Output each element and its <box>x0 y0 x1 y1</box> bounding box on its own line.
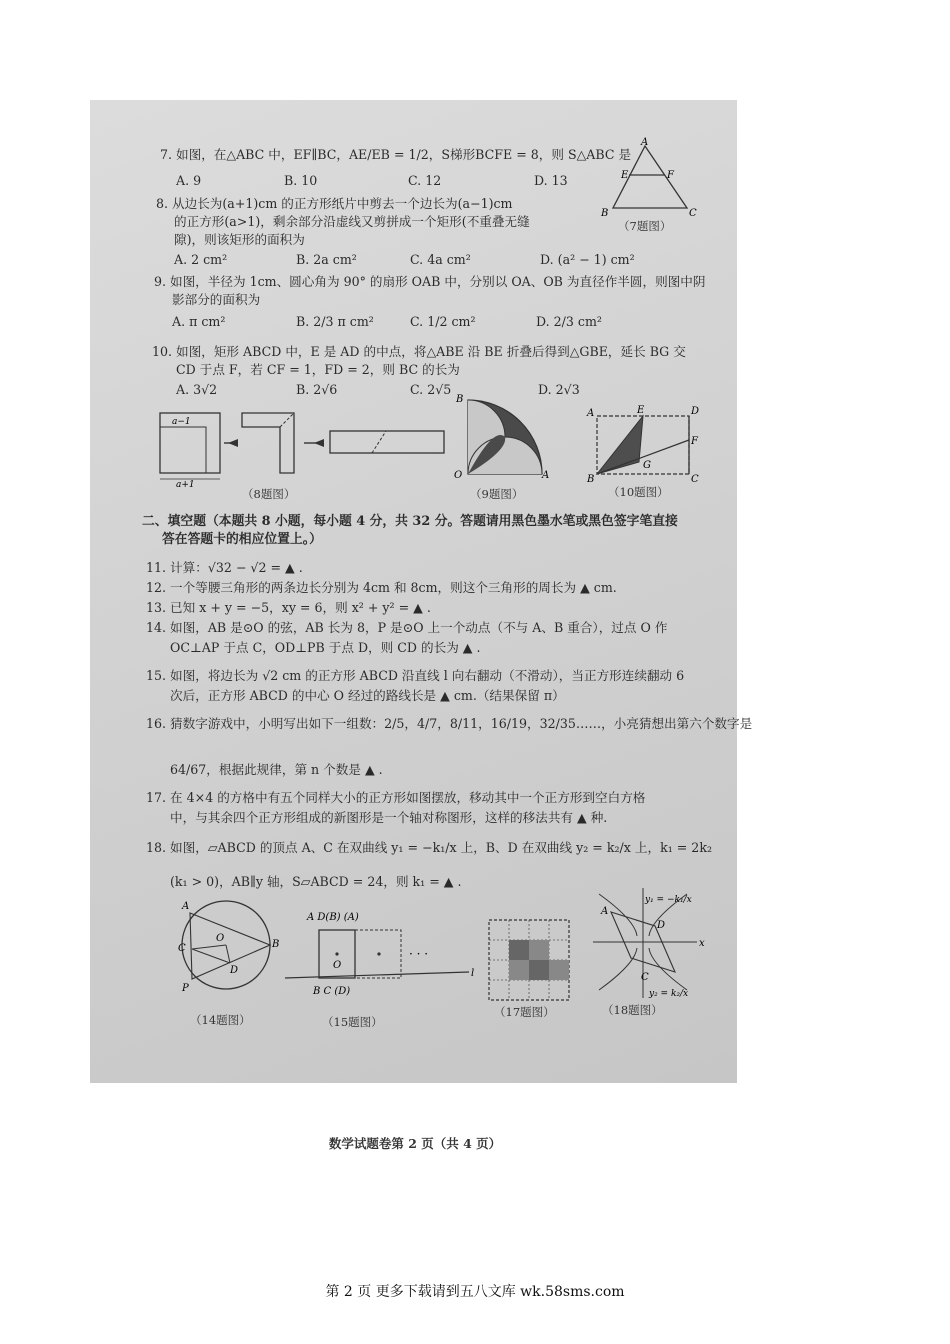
figure-17-grid <box>485 916 575 1006</box>
option-d: D. 2√3 <box>538 382 580 397</box>
svg-text:B: B <box>601 208 609 219</box>
question-15-line-2: 次后，正方形 ABCD 的中心 O 经过的路线长是 ▲ cm.（结果保留 π） <box>170 688 565 703</box>
svg-text:C: C <box>641 972 649 983</box>
svg-text:G: G <box>643 460 651 471</box>
question-17-line-1: 17. 在 4×4 的方格中有五个同样大小的正方形如图摆放，移动其中一个正方形到空白方格 <box>146 790 646 805</box>
svg-text:O: O <box>216 933 225 944</box>
section-2-heading-line-2: 答在答题卡的相应位置上。） <box>162 532 322 547</box>
figure-14-circle <box>172 895 290 1005</box>
page-caption: 第 2 页 更多下载请到五八文库 wk.58sms.com <box>325 1284 625 1300</box>
question-9-line-2: 影部分的面积为 <box>172 292 261 307</box>
svg-text:A: A <box>587 408 595 419</box>
scanned-exam-photo <box>90 100 753 1151</box>
svg-text:E: E <box>637 405 645 416</box>
svg-text:x: x <box>699 938 705 949</box>
svg-text:A: A <box>182 901 190 912</box>
figure-8-caption: （8题图） <box>242 487 296 501</box>
svg-text:D: D <box>657 920 666 931</box>
option-c: C. 12 <box>408 173 442 188</box>
question-18-line-1: 18. 如图，▱ABCD 的顶点 A、C 在双曲线 y₁ = −k₁/x 上，B、D 在双曲线 y₂ = k₂/x 上，k₁ = 2k₂ <box>146 840 712 855</box>
option-a: A. 3√2 <box>176 382 218 397</box>
svg-text:F: F <box>691 436 698 447</box>
option-c: C. 1/2 cm² <box>410 314 476 329</box>
figure-18-caption: （18题图） <box>602 1003 663 1017</box>
svg-text:F: F <box>667 170 674 181</box>
svg-text:A: A <box>601 906 609 917</box>
option-b: B. 2/3 π cm² <box>296 314 374 329</box>
option-a: A. 9 <box>176 173 202 188</box>
option-c: C. 4a cm² <box>410 252 471 267</box>
question-18-line-2: (k₁ > 0)，AB∥y 轴，S▱ABCD = 24，则 k₁ = ▲ . <box>170 874 462 889</box>
figure-9-sector <box>450 392 560 484</box>
svg-text:· · ·: · · · <box>409 947 429 961</box>
option-b: B. 2a cm² <box>296 252 357 267</box>
figure-14-caption: （14题图） <box>190 1013 251 1027</box>
svg-text:A: A <box>641 137 649 148</box>
option-d: D. (a² − 1) cm² <box>540 252 635 267</box>
section-2-heading-line-1: 二、填空题（本题共 8 小题，每小题 4 分，共 32 分。答题请用黑色墨水笔或黑色签字笔直接 <box>142 514 678 529</box>
figure-18-curve-y1: y₁ = −k₁/x <box>645 895 692 905</box>
question-8-line-1: 8. 从边长为(a+1)cm 的正方形纸片中剪去一个边长为(a−1)cm <box>156 196 513 211</box>
question-16-line-2: 64/67，根据此规律，第 n 个数是 ▲ . <box>170 762 383 777</box>
svg-text:B: B <box>456 394 464 405</box>
svg-text:C: C <box>689 208 697 219</box>
figure-8-bottom-label: a+1 <box>176 480 195 490</box>
question-8-line-3: 隙)，则该矩形的面积为 <box>174 232 305 247</box>
figure-9-caption: （9题图） <box>470 487 524 501</box>
exam-page-footer: 数学试题卷第 2 页（共 4 页） <box>328 1136 502 1151</box>
svg-text:C: C <box>178 943 186 954</box>
svg-text:P: P <box>182 983 189 994</box>
question-14-line-1: 14. 如图，AB 是⊙O 的弦，AB 长为 8，P 是⊙O 上一个动点（不与 A、B 重合），过点 O 作 <box>146 620 668 635</box>
question-14-line-2: OC⊥AP 于点 C，OD⊥PB 于点 D，则 CD 的长为 ▲ . <box>170 640 481 655</box>
question-17-line-2: 中，与其余四个正方形组成的新图形是一个轴对称图形，这样的移法共有 ▲ 种. <box>170 810 608 825</box>
question-11: 11. 计算：√32 − √2 = ▲ . <box>146 560 303 575</box>
figure-18-hyperbolas <box>585 880 710 1005</box>
svg-text:E: E <box>621 170 629 181</box>
figure-10-caption: （10题图） <box>608 485 669 499</box>
figure-7-caption: （7题图） <box>618 219 672 233</box>
figure-17-caption: （17题图） <box>494 1005 555 1019</box>
question-9-line-1: 9. 如图，半径为 1cm、圆心角为 90° 的扇形 OAB 中，分别以 OA、OB 为直径作半圆，则图中阴 <box>154 274 706 289</box>
option-a: A. π cm² <box>172 314 226 329</box>
svg-text:B: B <box>272 939 280 950</box>
svg-text:B: B <box>587 474 595 485</box>
option-b: B. 10 <box>284 173 318 188</box>
question-16-line-1: 16. 猜数字游戏中，小明写出如下一组数：2/5，4/7，8/11，16/19，32/35……，小亮猜想出第六个数字是 <box>146 716 753 731</box>
svg-text:O: O <box>333 960 342 971</box>
option-d: D. 13 <box>534 173 568 188</box>
svg-text:C: C <box>691 474 699 485</box>
svg-text:l: l <box>471 968 475 979</box>
svg-text:D: D <box>230 965 239 976</box>
figure-15-caption: （15题图） <box>322 1015 383 1029</box>
figure-15-rolling-square <box>285 908 485 1000</box>
figure-8-top-label: a−1 <box>172 417 191 427</box>
option-b: B. 2√6 <box>296 382 338 397</box>
option-d: D. 2/3 cm² <box>536 314 602 329</box>
figure-10-rectangle <box>585 402 710 487</box>
question-8-line-2: 的正方形(a>1)，剩余部分沿虚线又剪拼成一个矩形(不重叠无缝 <box>174 214 530 229</box>
figure-8-cut-and-rearrange <box>154 405 454 495</box>
option-a: A. 2 cm² <box>174 252 228 267</box>
figure-15-bottom-labels: B C (D) <box>313 986 351 997</box>
question-7: 7. 如图，在△ABC 中，EF∥BC，AE/EB = 1/2，S梯形BCFE = 8，则 S△ABC 是 <box>160 147 632 162</box>
svg-text:A: A <box>542 470 550 481</box>
question-15-line-1: 15. 如图，将边长为 √2 cm 的正方形 ABCD 沿直线 l 向右翻动（不滑动），当正方形连续翻动 6 <box>146 668 685 683</box>
figure-18-curve-y2: y₂ = k₂/x <box>649 989 689 999</box>
option-c: C. 2√5 <box>410 382 452 397</box>
svg-text:O: O <box>454 470 463 481</box>
svg-text:D: D <box>691 406 700 417</box>
figure-15-top-labels: A D(B) (A) <box>307 912 359 923</box>
question-10-line-1: 10. 如图，矩形 ABCD 中，E 是 AD 的中点，将△ABE 沿 BE 折叠后得到△GBE，延长 BG 交 <box>152 344 686 359</box>
question-12: 12. 一个等腰三角形的两条边长分别为 4cm 和 8cm，则这个三角形的周长为 ▲ cm. <box>146 580 617 595</box>
question-13: 13. 已知 x + y = −5，xy = 6，则 x² + y² = ▲ . <box>146 600 431 615</box>
question-10-line-2: CD 于点 F，若 CF = 1，FD = 2，则 BC 的长为 <box>176 362 460 377</box>
